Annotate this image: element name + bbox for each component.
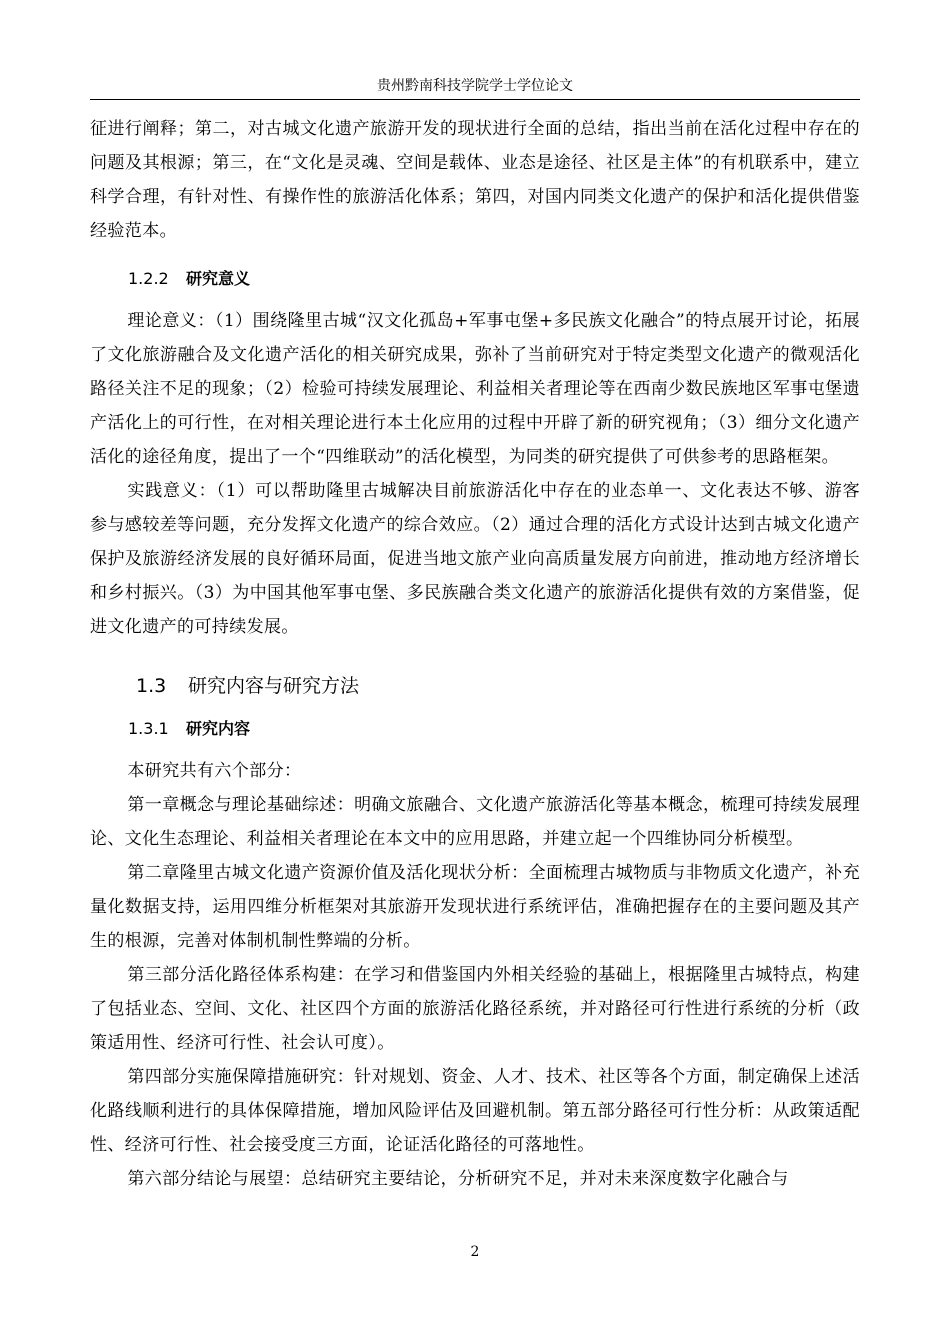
section-heading-1-3-1 [128,712,860,746]
section-number: 1.3 [136,675,167,697]
section-title: 研究意义 [186,269,251,288]
section-heading-1-2-2 [128,262,860,296]
paragraph-chapter-two: 第二章隆里古城文化遗产资源价值及活化现状分析：全面梳理古城物质与非物质文化遗产，补充量化数据支持，运用四维分析框架对其旅游开发现状进行系统评估，准确把握存在的主要问题及其产生的根源，完善对体制机制性弊端的分析。 [90,863,860,951]
paragraph-theoretical-significance: 理论意义：（1）围绕隆里古城“汉文化孤岛+军事屯堡+多民族文化融合”的特点展开讨论，拓展了文化旅游融合及文化遗产活化的相关研究成果，弥补了当前研究对于特定类型文化遗产的微观活化路径关注不足的现象；（2）检验可持续发展理论、利益相关者理论等在西南少数民族地区军事屯堡遗产活化上的可行性，在对相关理论进行本土化应用的过程中开辟了新的研究视角；（3）细分文化遗产活化的途径角度，提出了一个“四维联动”的活化模型，为同类的研究提供了可供参考的思路框架。 [90,311,860,467]
header-rule [90,99,860,100]
section-heading-1-3 [136,669,860,703]
section-title: 研究内容 [186,719,251,738]
page-body [90,112,860,1196]
paragraph-overview: 本研究共有六个部分： [127,761,302,781]
paragraph-part-six: 第六部分结论与展望：总结研究主要结论，分析研究不足，并对未来深度数字化融合与 [127,1169,789,1189]
page-number: 2 [470,1244,480,1260]
section-number: 1.3.1 [128,719,169,738]
paragraph-chapter-one: 第一章概念与理论基础综述：明确文旅融合、文化遗产旅游活化等基本概念，梳理可持续发展理论、文化生态理论、利益相关者理论在本文中的应用思路，并建立起一个四维协同分析模型。 [90,795,860,849]
paragraph-objectives-continued: 征进行阐释；第二，对古城文化遗产旅游开发的现状进行全面的总结，指出当前在活化过程中存在的问题及其根源；第三，在“文化是灵魂、空间是载体、业态是途径、社区是主体”的有机联系中，建立科学合理，有针对性、有操作性的旅游活化体系；第四，对国内同类文化遗产的保护和活化提供借鉴经验范本。 [90,119,860,241]
paragraph-practical-significance: 实践意义：（1）可以帮助隆里古城解决目前旅游活化中存在的业态单一、文化表达不够、游客参与感较差等问题，充分发挥文化遗产的综合效应。（2）通过合理的活化方式设计达到古城文化遗产保护及旅游经济发展的良好循环局面，促进当地文旅产业向高质量发展方向前进，推动地方经济增长和乡村振兴。（3）为中国其他军事屯堡、多民族融合类文化遗产的旅游活化提供有效的方案借鉴，促进文化遗产的可持续发展。 [90,481,860,637]
paragraph-part-four-five: 第四部分实施保障措施研究：针对规划、资金、人才、技术、社区等各个方面，制定确保上述活化路线顺利进行的具体保障措施，增加风险评估及回避机制。第五部分路径可行性分析：从政策适配性、经济可行性、社会接受度三方面，论证活化路径的可落地性。 [90,1067,860,1155]
running-header: 贵州黔南科技学院学士学位论文 [377,78,573,94]
section-number: 1.2.2 [128,269,169,288]
section-title: 研究内容与研究方法 [188,675,360,697]
paragraph-part-three: 第三部分活化路径体系构建：在学习和借鉴国内外相关经验的基础上，根据隆里古城特点，构建了包括业态、空间、文化、社区四个方面的旅游活化路径系统，并对路径可行性进行系统的分析（政策适用性、经济可行性、社会认可度）。 [90,965,860,1053]
